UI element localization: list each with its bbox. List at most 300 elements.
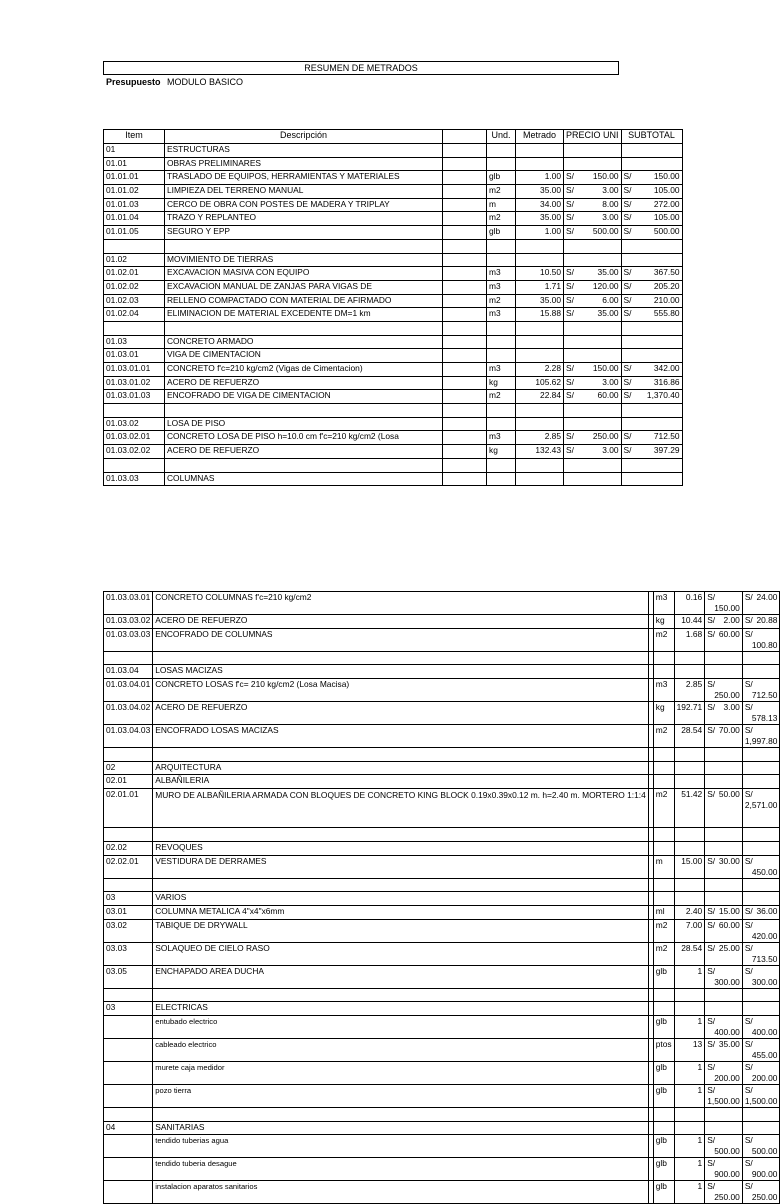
table-row [104, 144, 683, 158]
cell-precio [705, 679, 743, 702]
cell-subtotal [742, 679, 780, 702]
cell-subtotal [742, 789, 780, 828]
cell-und [487, 417, 516, 431]
cell-subtotal [742, 965, 780, 988]
cell-precio [705, 1181, 743, 1204]
currency-symbol: S/ [744, 1084, 753, 1095]
cell-item [104, 1084, 153, 1107]
cell-item: 02.02.01 [104, 855, 153, 878]
cell-descripcion: ENCHAPADO AREA DUCHA [153, 965, 649, 988]
cell-subtotal-amount: 272.00 [653, 198, 680, 209]
cell-metrado [516, 472, 564, 486]
cell-item [104, 1038, 153, 1061]
cell-subtotal-amount: 210.00 [653, 294, 680, 305]
cell-item: 01.03.04 [104, 665, 153, 679]
currency-symbol: S/ [707, 628, 716, 639]
cell-und [653, 651, 674, 665]
cell-precio [564, 212, 622, 226]
currency-symbol: S/ [707, 725, 716, 736]
cell-spacer [443, 363, 487, 377]
cell-metrado [674, 1002, 705, 1016]
currency-symbol: S/ [744, 942, 753, 953]
cell-spacer [443, 239, 487, 253]
cell-item: 01.02.04 [104, 308, 165, 322]
cell-item: 01.03.01.03 [104, 390, 165, 404]
cell-metrado [674, 665, 705, 679]
cell-subtotal [621, 226, 682, 240]
table-row [104, 761, 780, 775]
cell-item: 01.03.04.03 [104, 725, 153, 748]
cell-und [653, 841, 674, 855]
cell-subtotal-amount: 105.00 [653, 212, 680, 223]
table-row [104, 458, 683, 472]
cell-spacer [443, 171, 487, 185]
cell-subtotal [621, 349, 682, 363]
currency-symbol: S/ [707, 789, 716, 800]
cell-precio-amount: 50.00 [718, 789, 740, 800]
cell-subtotal [621, 267, 682, 281]
col-header-item: Item [104, 130, 165, 144]
cell-subtotal [621, 280, 682, 294]
cell-metrado [516, 335, 564, 349]
cell-spacer [443, 212, 487, 226]
cell-precio [705, 702, 743, 725]
cell-subtotal-amount: 1,500.00 [744, 1095, 778, 1106]
currency-symbol: S/ [744, 855, 753, 866]
cell-precio [564, 226, 622, 240]
cell-subtotal-amount: 250.00 [751, 1192, 778, 1203]
table-row [104, 651, 780, 665]
cell-descripcion: TRAZO Y REPLANTEO [165, 212, 443, 226]
table-row [104, 404, 683, 418]
cell-precio [705, 748, 743, 762]
cell-precio-amount: 70.00 [718, 725, 740, 736]
cell-spacer [443, 376, 487, 390]
cell-und [487, 335, 516, 349]
cell-item: 01.03.01.02 [104, 376, 165, 390]
cell-item: 01 [104, 144, 165, 158]
currency-symbol: S/ [707, 1061, 716, 1072]
cell-descripcion: ENCOFRADO LOSAS MACIZAS [153, 725, 649, 748]
cell-und [653, 775, 674, 789]
cell-precio-amount: 250.00 [592, 431, 619, 442]
cell-metrado: 1.00 [516, 171, 564, 185]
currency-symbol: S/ [707, 615, 716, 625]
cell-descripcion: murete caja medidor [153, 1061, 649, 1084]
cell-item: 01.02.01 [104, 267, 165, 281]
cell-subtotal [742, 988, 780, 1002]
cell-subtotal [742, 855, 780, 878]
cell-subtotal-amount: 205.20 [653, 280, 680, 291]
cell-item [104, 828, 153, 842]
cell-und: kg [487, 376, 516, 390]
cell-metrado: 15.00 [674, 855, 705, 878]
cell-metrado [674, 761, 705, 775]
cell-descripcion: CERCO DE OBRA CON POSTES DE MADERA Y TRIPLAY [165, 198, 443, 212]
cell-metrado: 10.44 [674, 615, 705, 629]
table-row [104, 942, 780, 965]
cell-subtotal [742, 615, 780, 629]
cell-metrado: 1.68 [674, 628, 705, 651]
cell-precio [705, 988, 743, 1002]
cell-precio [564, 349, 622, 363]
cell-subtotal [621, 417, 682, 431]
table-row [104, 878, 780, 892]
cell-subtotal-amount: 455.00 [751, 1049, 778, 1060]
currency-symbol: S/ [707, 1084, 716, 1095]
table-row [104, 472, 683, 486]
currency-symbol: S/ [566, 445, 574, 456]
table-row [104, 349, 683, 363]
cell-metrado [516, 144, 564, 158]
cell-item [104, 321, 165, 335]
cell-metrado: 1 [674, 1061, 705, 1084]
cell-metrado: 22.84 [516, 390, 564, 404]
currency-symbol: S/ [744, 725, 753, 736]
cell-metrado: 35.00 [516, 294, 564, 308]
cell-precio-amount: 3.00 [602, 445, 619, 456]
cell-descripcion: MURO DE ALBAÑILERIA ARMADA CON BLOQUES DE CONCRETO KING BLOCK 0.19x0.39x0.12 m. h=2.40 m. MORTERO 1:1:4 [153, 789, 649, 828]
cell-precio [564, 253, 622, 267]
table-row [104, 702, 780, 725]
cell-und: glb [487, 171, 516, 185]
cell-subtotal-amount: 316.86 [653, 376, 680, 387]
cell-descripcion: ESTRUCTURAS [165, 144, 443, 158]
cell-precio-amount: 400.00 [714, 1026, 740, 1037]
cell-metrado: 1.00 [516, 226, 564, 240]
cell-und [487, 458, 516, 472]
cell-subtotal-amount: 555.80 [653, 308, 680, 319]
cell-und: glb [653, 1158, 674, 1181]
cell-descripcion: CONCRETO f'c=210 kg/cm2 (Vigas de Cimentacion) [165, 363, 443, 377]
cell-item: 01.03.02 [104, 417, 165, 431]
cell-metrado: 28.54 [674, 725, 705, 748]
currency-symbol: S/ [566, 226, 574, 237]
cell-item: 01.03.04.01 [104, 679, 153, 702]
cell-subtotal [621, 144, 682, 158]
cell-und: glb [487, 226, 516, 240]
cell-precio-amount: 60.00 [718, 628, 740, 639]
cell-item [104, 1061, 153, 1084]
cell-subtotal-amount: 400.00 [751, 1026, 778, 1037]
cell-und [487, 321, 516, 335]
document-title: RESUMEN DE METRADOS [103, 61, 619, 75]
cell-precio [705, 789, 743, 828]
cell-descripcion: tendido tuberias agua [153, 1135, 649, 1158]
cell-spacer [443, 226, 487, 240]
currency-symbol: S/ [744, 1038, 753, 1049]
currency-symbol: S/ [744, 702, 753, 713]
cell-subtotal [742, 828, 780, 842]
table-row [104, 308, 683, 322]
cell-item: 01.03.03.03 [104, 628, 153, 651]
table-row [104, 376, 683, 390]
cell-descripcion: CONCRETO LOSAS f'c= 210 kg/cm2 (Losa Macisa) [153, 679, 649, 702]
cell-subtotal [742, 1015, 780, 1038]
cell-item: 01.03.01 [104, 349, 165, 363]
currency-symbol: S/ [744, 592, 753, 602]
table-header-row [104, 130, 683, 144]
cell-precio [705, 651, 743, 665]
cell-descripcion: ALBAÑILERIA [153, 775, 649, 789]
cell-subtotal-amount: 1,997.80 [744, 736, 778, 747]
cell-metrado: 2.40 [674, 905, 705, 919]
table-row [104, 1158, 780, 1181]
currency-symbol: S/ [707, 592, 716, 602]
cell-precio-amount: 2.00 [723, 615, 740, 625]
cell-subtotal-amount: 397.29 [653, 445, 680, 456]
cell-metrado: 0.16 [674, 592, 705, 615]
cell-item [104, 1158, 153, 1181]
cell-metrado: 132.43 [516, 445, 564, 459]
cell-descripcion [153, 988, 649, 1002]
cell-item: 02.01.01 [104, 789, 153, 828]
cell-item: 01.03.03 [104, 472, 165, 486]
cell-spacer [443, 185, 487, 199]
cell-metrado: 10.50 [516, 267, 564, 281]
currency-symbol: S/ [744, 789, 753, 800]
cell-metrado: 2.28 [516, 363, 564, 377]
cell-subtotal-amount: 150.00 [653, 171, 680, 182]
cell-precio [705, 828, 743, 842]
cell-metrado [516, 157, 564, 171]
cell-metrado: 1 [674, 1084, 705, 1107]
cell-descripcion: VIGA DE CIMENTACION [165, 349, 443, 363]
currency-symbol: S/ [566, 198, 574, 209]
cell-und: m2 [653, 725, 674, 748]
cell-descripcion [153, 748, 649, 762]
cell-descripcion: COLUMNAS [165, 472, 443, 486]
cell-metrado: 192.71 [674, 702, 705, 725]
table-row [104, 919, 780, 942]
currency-symbol: S/ [566, 267, 574, 278]
cell-precio [564, 267, 622, 281]
cell-precio [705, 628, 743, 651]
cell-und: glb [653, 1181, 674, 1204]
cell-spacer [443, 308, 487, 322]
cell-precio [705, 905, 743, 919]
table-row [104, 1038, 780, 1061]
table-row [104, 1135, 780, 1158]
cell-subtotal [742, 1121, 780, 1135]
currency-symbol: S/ [707, 965, 716, 976]
cell-metrado: 2.85 [674, 679, 705, 702]
cell-precio [564, 185, 622, 199]
cell-spacer [443, 198, 487, 212]
currency-symbol: S/ [623, 280, 632, 291]
cell-und: m3 [487, 431, 516, 445]
cell-item [104, 1107, 153, 1121]
currency-symbol: S/ [707, 1135, 716, 1146]
cell-subtotal [621, 253, 682, 267]
cell-spacer [443, 390, 487, 404]
cell-metrado: 1 [674, 1181, 705, 1204]
currency-symbol: S/ [623, 390, 632, 401]
cell-subtotal-amount: 200.00 [751, 1072, 778, 1083]
cell-subtotal-amount: 712.50 [751, 690, 778, 701]
cell-metrado [516, 321, 564, 335]
col-header-metrado: Metrado [516, 130, 564, 144]
cell-precio-amount: 60.00 [597, 390, 619, 401]
cell-metrado [516, 404, 564, 418]
cell-und: m2 [487, 185, 516, 199]
cell-descripcion: MOVIMIENTO DE TIERRAS [165, 253, 443, 267]
table-row [104, 615, 780, 629]
cell-precio-amount: 35.00 [597, 308, 619, 319]
cell-spacer [443, 144, 487, 158]
cell-subtotal [621, 335, 682, 349]
cell-descripcion: ENCOFRADO DE VIGA DE CIMENTACION [165, 390, 443, 404]
cell-item: 01.03.04.02 [104, 702, 153, 725]
cell-descripcion: EXCAVACION MANUAL DE ZANJAS PARA VIGAS DE [165, 280, 443, 294]
cell-subtotal [742, 651, 780, 665]
table-row [104, 267, 683, 281]
cell-subtotal [742, 942, 780, 965]
cell-precio-amount: 250.00 [714, 690, 740, 701]
cell-descripcion: EXCAVACION MASIVA CON EQUIPO [165, 267, 443, 281]
cell-descripcion [165, 321, 443, 335]
cell-precio [564, 390, 622, 404]
cell-precio [564, 157, 622, 171]
cell-descripcion: VARIOS [153, 892, 649, 906]
cell-subtotal [742, 1181, 780, 1204]
currency-symbol: S/ [623, 185, 632, 196]
cell-descripcion [165, 404, 443, 418]
cell-item: 03.01 [104, 905, 153, 919]
cell-descripcion: SOLAQUEO DE CIELO RASO [153, 942, 649, 965]
cell-precio-amount: 3.00 [602, 376, 619, 387]
cell-precio [564, 308, 622, 322]
cell-precio-amount: 60.00 [718, 919, 740, 930]
cell-descripcion [153, 828, 649, 842]
cell-metrado [674, 651, 705, 665]
budget-value: MODULO BASICO [167, 77, 244, 87]
cell-und: m2 [487, 390, 516, 404]
cell-descripcion: OBRAS PRELIMINARES [165, 157, 443, 171]
cell-precio-amount: 30.00 [718, 855, 740, 866]
cell-und [653, 878, 674, 892]
currency-symbol: S/ [566, 431, 574, 442]
cell-subtotal [621, 212, 682, 226]
currency-symbol: S/ [744, 905, 753, 916]
cell-subtotal [742, 1002, 780, 1016]
cell-subtotal [742, 841, 780, 855]
table-row [104, 1107, 780, 1121]
cell-subtotal [621, 431, 682, 445]
cell-descripcion: TABIQUE DE DRYWALL [153, 919, 649, 942]
cell-item: 01.03.03.01 [104, 592, 153, 615]
cell-item [104, 458, 165, 472]
cell-precio [564, 280, 622, 294]
cell-und: glb [653, 965, 674, 988]
cell-subtotal [621, 404, 682, 418]
col-header-spacer [443, 130, 487, 144]
cell-descripcion: LIMPIEZA DEL TERRENO MANUAL [165, 185, 443, 199]
cell-subtotal [742, 1107, 780, 1121]
cell-und: m2 [653, 628, 674, 651]
cell-precio-amount: 120.00 [592, 280, 619, 291]
table-row [104, 1002, 780, 1016]
cell-und [487, 144, 516, 158]
cell-item: 03 [104, 1002, 153, 1016]
cell-item: 01.01.05 [104, 226, 165, 240]
cell-precio [705, 665, 743, 679]
cell-item [104, 404, 165, 418]
cell-descripcion: ENCOFRADO DE COLUMNAS [153, 628, 649, 651]
cell-metrado: 2.85 [516, 431, 564, 445]
table-row [104, 198, 683, 212]
cell-und [653, 892, 674, 906]
cell-descripcion: SEGURO Y EPP [165, 226, 443, 240]
cell-spacer [443, 404, 487, 418]
currency-symbol: S/ [566, 294, 574, 305]
cell-subtotal-amount: 105.00 [653, 185, 680, 196]
table-row [104, 321, 683, 335]
cell-subtotal [621, 472, 682, 486]
cell-descripcion: CONCRETO ARMADO [165, 335, 443, 349]
cell-subtotal-amount: 578.13 [751, 713, 778, 724]
cell-item: 01.01 [104, 157, 165, 171]
cell-precio [705, 841, 743, 855]
cell-metrado: 28.54 [674, 942, 705, 965]
cell-precio-amount: 500.00 [592, 226, 619, 237]
cell-precio [705, 1002, 743, 1016]
metrados-table-page2 [103, 591, 780, 1204]
currency-symbol: S/ [623, 267, 632, 278]
table-row [104, 592, 780, 615]
table-row [104, 841, 780, 855]
cell-und: m3 [653, 592, 674, 615]
cell-precio [705, 615, 743, 629]
cell-precio [564, 417, 622, 431]
currency-symbol: S/ [623, 363, 632, 373]
cell-item: 01.01.01 [104, 171, 165, 185]
table-row [104, 965, 780, 988]
cell-subtotal [621, 294, 682, 308]
cell-und: kg [487, 445, 516, 459]
cell-subtotal [621, 157, 682, 171]
cell-item: 01.01.03 [104, 198, 165, 212]
cell-item: 03.03 [104, 942, 153, 965]
cell-descripcion: RELLENO COMPACTADO CON MATERIAL DE AFIRMADO [165, 294, 443, 308]
cell-und [487, 472, 516, 486]
cell-precio-amount: 150.00 [714, 603, 740, 613]
table-row [104, 417, 683, 431]
cell-spacer [443, 321, 487, 335]
cell-item: 03.02 [104, 919, 153, 942]
cell-subtotal [742, 1038, 780, 1061]
cell-precio [705, 592, 743, 615]
cell-und: m3 [487, 363, 516, 377]
cell-item: 02.01 [104, 775, 153, 789]
cell-metrado: 1 [674, 965, 705, 988]
cell-und [653, 761, 674, 775]
currency-symbol: S/ [707, 1181, 716, 1192]
cell-descripcion: tendido tuberia desague [153, 1158, 649, 1181]
cell-metrado [516, 349, 564, 363]
cell-metrado [674, 828, 705, 842]
table-row [104, 253, 683, 267]
currency-symbol: S/ [566, 212, 574, 223]
cell-precio [705, 725, 743, 748]
table-row [104, 212, 683, 226]
cell-precio [564, 144, 622, 158]
cell-precio [564, 431, 622, 445]
cell-precio [705, 775, 743, 789]
cell-und: m3 [653, 679, 674, 702]
currency-symbol: S/ [623, 171, 632, 182]
cell-precio [564, 445, 622, 459]
